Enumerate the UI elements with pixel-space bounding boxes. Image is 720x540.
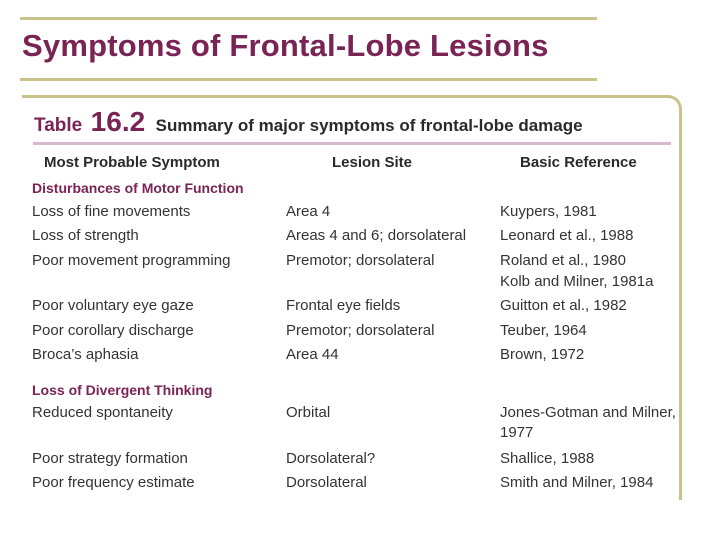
title-top-rule [20, 17, 597, 20]
lesion-site-cell: Area 4 [286, 203, 331, 220]
symptom-cell: Poor frequency estimate [32, 474, 195, 491]
table-row [0, 296, 720, 320]
lesion-site-cell: Dorsolateral? [286, 450, 376, 467]
lesion-site-cell: Frontal eye fields [286, 297, 401, 314]
caption-rule [33, 142, 671, 145]
table-row [0, 449, 720, 473]
lesion-site-cell: Areas 4 and 6; dorsolateral [286, 227, 467, 244]
lesion-site-cell: Area 44 [286, 346, 339, 363]
table-row [0, 321, 720, 345]
symptom-cell: Poor strategy formation [32, 450, 188, 467]
table-caption-number: 16.2 [90, 106, 146, 137]
table-row [0, 202, 720, 226]
reference-cell: 1977 [500, 424, 534, 441]
symptom-cell: Poor voluntary eye gaze [32, 297, 194, 314]
slide-title: Symptoms of Frontal-Lobe Lesions [22, 28, 549, 63]
lesion-site-cell: Premotor; dorsolateral [286, 322, 435, 339]
reference-cell: Teuber, 1964 [500, 322, 587, 339]
reference-cell: Leonard et al., 1988 [500, 227, 634, 244]
symptom-cell: Loss of strength [32, 227, 139, 244]
table-row [0, 473, 720, 497]
table-row [0, 345, 720, 369]
table-caption-title: Summary of major symptoms of frontal-lobe damage [155, 116, 583, 135]
lesion-site-cell: Premotor; dorsolateral [286, 252, 435, 269]
reference-cell: Brown, 1972 [500, 346, 585, 363]
reference-cell: Jones-Gotman and Milner, [500, 404, 676, 421]
lesion-site-cell: Dorsolateral [286, 474, 367, 491]
symptom-cell: Broca’s aphasia [32, 346, 139, 363]
symptom-cell: Poor movement programming [32, 252, 231, 269]
table-row [0, 272, 720, 296]
symptom-cell: Loss of fine movements [32, 203, 191, 220]
column-header-symptom: Most Probable Symptom [44, 154, 220, 171]
reference-cell: Shallice, 1988 [500, 450, 595, 467]
reference-cell: Roland et al., 1980 [500, 252, 626, 269]
column-header-reference: Basic Reference [520, 154, 637, 171]
symptom-cell: Reduced spontaneity [32, 404, 173, 421]
reference-cell: Smith and Milner, 1984 [500, 474, 654, 491]
table-row [0, 423, 720, 447]
reference-cell: Guitton et al., 1982 [500, 297, 627, 314]
column-header-lesion-site: Lesion Site [332, 154, 413, 171]
table-row [0, 226, 720, 250]
symptom-cell: Poor corollary discharge [32, 322, 194, 339]
lesion-site-cell: Orbital [286, 404, 331, 421]
table-caption [34, 106, 583, 138]
section-title-divergent-thinking: Loss of Divergent Thinking [32, 382, 213, 398]
reference-cell: Kolb and Milner, 1981a [500, 273, 654, 290]
title-bottom-rule [20, 78, 597, 81]
reference-cell: Kuypers, 1981 [500, 203, 597, 220]
table-caption-word: Table [34, 115, 83, 136]
section-title-motor: Disturbances of Motor Function [32, 180, 244, 196]
